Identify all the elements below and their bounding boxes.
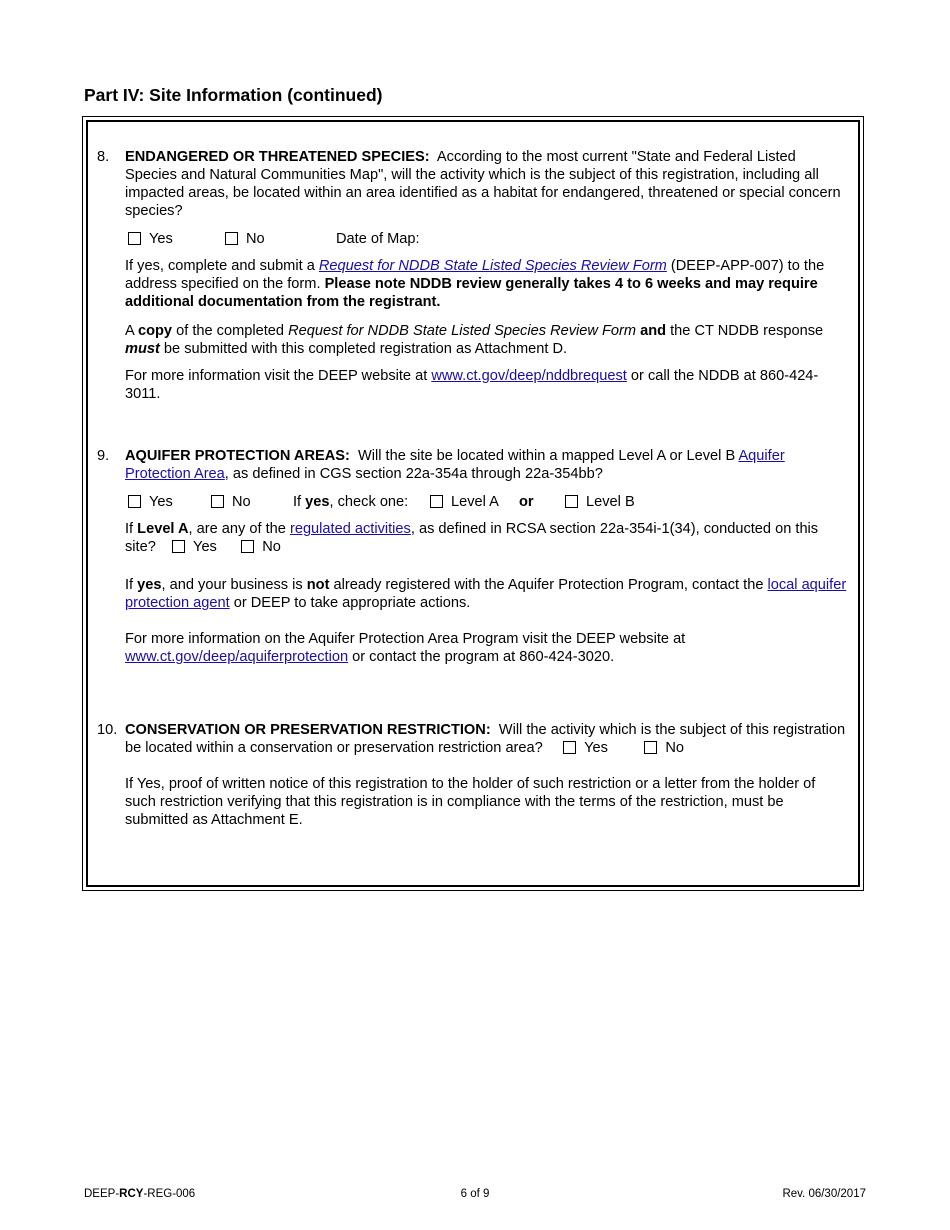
- q8-p3-text-a: For more information visit the DEEP website at: [125, 368, 432, 384]
- q9-la-text-b: , are any of the: [188, 521, 290, 537]
- q9-no-label: No: [232, 494, 251, 510]
- q9-la-text-c: , as defined in RCSA section 22a-354i-1(34), conducted on this site?: [125, 521, 819, 555]
- q9-la-level-a: Level A: [137, 521, 189, 537]
- q10-number: 10.: [97, 722, 118, 738]
- q9-p2-text-a: For more information on the Aquifer Protection Area Program visit the DEEP website at: [125, 631, 686, 647]
- q9-question-text-b: , as defined in CGS section 22a-354a through 22a-354bb?: [224, 466, 603, 482]
- q10-yes-option[interactable]: [563, 740, 608, 756]
- form-code-suffix: -REG-006: [143, 1188, 196, 1200]
- q9-level-b-label: Level B: [586, 494, 635, 510]
- q10-yes-checkbox[interactable]: [563, 741, 576, 754]
- q9-level-a-label: Level A: [451, 494, 499, 510]
- q8-question-text: According to the most current "State and Federal Listed Species and Natural Communities Map", will the activity which is the subject of this registration, including all impacted areas, be located within an area identified as a habitat for endangered, threatened or special concern species?: [125, 149, 841, 219]
- q8-yes-option[interactable]: [128, 230, 173, 248]
- q8-p2-and: and: [640, 323, 667, 339]
- q8-p2-text-b: of the completed: [172, 323, 289, 339]
- q9-la-no-label: No: [262, 539, 281, 555]
- aquifer-protection-website-link[interactable]: www.ct.gov/deep/aquiferprotection: [125, 649, 349, 665]
- q9-registration-note: [125, 576, 847, 612]
- q9-p1-text-b: , and your business is: [161, 577, 307, 593]
- local-aquifer-agent-link[interactable]: local aquifer protection agent: [125, 577, 847, 611]
- q10-yes-label: Yes: [584, 740, 608, 756]
- q10-no-checkbox[interactable]: [644, 741, 657, 754]
- q9-la-yes-label: Yes: [193, 539, 217, 555]
- nddb-review-form-link[interactable]: Request for NDDB State Listed Species Review Form: [318, 258, 667, 274]
- q9-heading: AQUIFER PROTECTION AREAS:: [125, 448, 350, 464]
- q10-no-label: No: [665, 740, 685, 756]
- q9-question-text-a: Will the site be located within a mapped Level A or Level B: [357, 448, 739, 464]
- q8-p1-text-a: If yes, complete and submit a: [125, 258, 319, 274]
- q8-p3-text-b: or call the NDDB at 860-424-3011.: [125, 368, 819, 402]
- q8-instructions: [125, 257, 847, 311]
- q9-level-a-checkbox[interactable]: [430, 495, 443, 508]
- q9-la-no-option[interactable]: [241, 539, 281, 555]
- q9-check-one-label: [293, 493, 408, 511]
- q8-more-info: [125, 367, 847, 403]
- revision-date: Rev. 06/30/2017: [782, 1188, 866, 1200]
- q9-yes-option[interactable]: [128, 493, 173, 511]
- q9-no-checkbox[interactable]: [211, 495, 224, 508]
- q9-p1-text-d: or DEEP to take appropriate actions.: [229, 595, 471, 611]
- q9-if-yes: yes: [305, 494, 330, 510]
- q9-or-label: or: [519, 494, 534, 510]
- q8-p1-text-b: (DEEP-APP-007) to the address specified on the form.: [125, 258, 825, 292]
- q9-p1-text-a: If: [125, 577, 138, 593]
- q8-no-label: No: [246, 231, 265, 247]
- q8-p1-bold-note: Please note NDDB review generally takes 4 to 6 weeks and may require additional documentation from the registrant.: [125, 276, 818, 310]
- q9-p1-not: not: [306, 577, 330, 593]
- q9-p1-yes: yes: [137, 577, 162, 593]
- q8-p2-must: must: [125, 341, 160, 357]
- q9-la-no-checkbox[interactable]: [241, 540, 254, 553]
- q8-date-of-map-label: Date of Map:: [336, 231, 420, 247]
- q10-proof-note: [125, 775, 847, 829]
- q8-no-checkbox[interactable]: [225, 232, 238, 245]
- q9-more-info: [125, 630, 847, 666]
- regulated-activities-link[interactable]: regulated activities: [289, 521, 411, 537]
- q9-la-yes-checkbox[interactable]: [172, 540, 185, 553]
- aquifer-protection-area-link[interactable]: Aquifer Protection Area: [125, 448, 785, 482]
- q8-p2-text-a: A: [125, 323, 138, 339]
- q8-p2-text-e: be submitted with this completed registration as Attachment D.: [159, 341, 568, 357]
- nddb-request-website-link[interactable]: www.ct.gov/deep/nddbrequest: [431, 368, 627, 384]
- q9-la-text-a: If: [125, 521, 138, 537]
- q8-p2-form-name: Request for NDDB State Listed Species Review Form: [288, 323, 637, 339]
- q10-no-option[interactable]: [644, 740, 684, 756]
- q8-heading: ENDANGERED OR THREATENED SPECIES:: [125, 149, 430, 165]
- q9-yes-checkbox[interactable]: [128, 495, 141, 508]
- q9-number: 9.: [97, 448, 110, 464]
- form-code-rcy: RCY: [119, 1188, 144, 1200]
- page-title: Part IV: Site Information (continued): [84, 85, 383, 105]
- q9-no-option[interactable]: [211, 493, 251, 511]
- q9-check-one-text: , check one:: [329, 494, 409, 510]
- q10-heading: CONSERVATION OR PRESERVATION RESTRICTION:: [125, 722, 491, 738]
- q10-proof-text: If Yes, proof of written notice of this registration to the holder of such restriction or a letter from the holder of such restriction verifying that this registration is in compliance with the terms of the restriction, must be submitted as Attachment E.: [125, 776, 816, 828]
- q8-yes-label: Yes: [149, 231, 173, 247]
- q8-number: 8.: [97, 149, 110, 165]
- q8-question: [125, 148, 847, 220]
- q8-copy-requirement: [125, 322, 847, 358]
- q9-level-a-question: [125, 520, 840, 556]
- q9-level-b-option[interactable]: [565, 493, 635, 511]
- q8-yes-checkbox[interactable]: [128, 232, 141, 245]
- q9-p2-text-b: or contact the program at 860-424-3020.: [348, 649, 615, 665]
- q9-level-a-option[interactable]: [430, 493, 499, 511]
- page-number: 6 of 9: [460, 1188, 490, 1200]
- q9-yes-label: Yes: [149, 494, 173, 510]
- q9-question: [125, 447, 847, 483]
- q8-no-option[interactable]: [225, 230, 265, 248]
- q9-level-b-checkbox[interactable]: [565, 495, 578, 508]
- q9-p1-text-c: already registered with the Aquifer Protection Program, contact the: [329, 577, 768, 593]
- q10-question: [125, 721, 847, 757]
- q10-question-text: Will the activity which is the subject of this registration be located within a conservation or preservation restriction area?: [125, 722, 846, 756]
- q8-p2-text-d: the CT NDDB response: [666, 323, 824, 339]
- form-code-prefix: DEEP-: [84, 1188, 120, 1200]
- q8-p2-copy: copy: [137, 323, 173, 339]
- q9-if-text: If: [293, 494, 306, 510]
- q9-la-yes-option[interactable]: [172, 539, 217, 555]
